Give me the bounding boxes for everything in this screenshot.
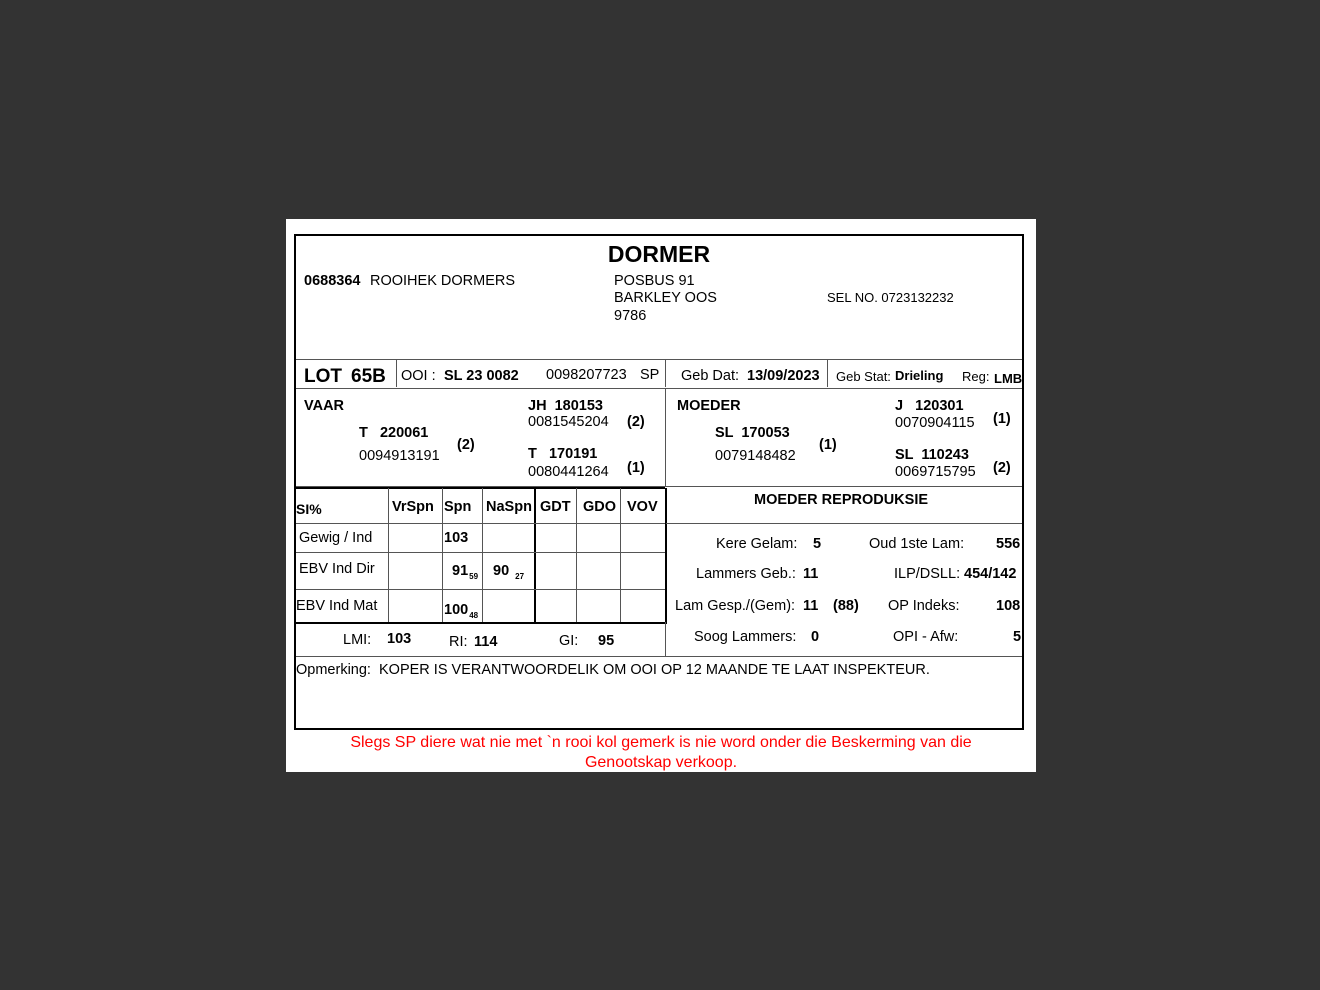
lot-number: 65B bbox=[351, 366, 386, 387]
reproduction-title: MOEDER REPRODUKSIE bbox=[754, 492, 929, 508]
divider bbox=[665, 389, 666, 486]
gi-value: 95 bbox=[598, 633, 615, 649]
dam-sire-count: (1) bbox=[993, 411, 1011, 427]
si-table-line bbox=[296, 589, 665, 590]
divider bbox=[296, 359, 1022, 360]
si-table-line bbox=[620, 488, 621, 622]
lot-card bbox=[294, 234, 1024, 730]
divider bbox=[665, 622, 666, 656]
divider bbox=[296, 656, 1022, 657]
lam-gesp-value: 11 bbox=[803, 598, 819, 614]
si-header-gdt: GDT bbox=[540, 499, 571, 515]
si-value-spn: 103 bbox=[444, 530, 469, 546]
dam-dam-count: (2) bbox=[993, 460, 1011, 476]
si-row-label: EBV Ind Mat bbox=[296, 598, 378, 614]
birth-status-label: Geb Stat: bbox=[836, 369, 891, 384]
op-indeks-value: 108 bbox=[996, 598, 1021, 614]
divider bbox=[396, 360, 397, 387]
disclaimer bbox=[286, 733, 1036, 773]
si-table-border bbox=[296, 622, 667, 624]
dam-count: (1) bbox=[819, 437, 837, 453]
divider bbox=[665, 360, 666, 387]
animal-id: SL 23 0082 bbox=[444, 368, 519, 384]
lot-label: LOT bbox=[304, 366, 342, 387]
si-value-naspn-sub: 27 bbox=[515, 572, 525, 581]
dam-sire-id: J 120301 bbox=[895, 398, 964, 414]
dam-dam-id: SL 110243 bbox=[895, 447, 969, 463]
si-value-spn: $91_{59}$ bbox=[452, 563, 479, 581]
birth-date: 13/09/2023 bbox=[747, 368, 820, 384]
sire-sire-id: JH 180153 bbox=[528, 398, 603, 414]
animal-label: OOI : bbox=[401, 368, 436, 384]
dam-label: MOEDER bbox=[677, 398, 741, 414]
breeder-id: 0688364 bbox=[304, 273, 361, 289]
divider bbox=[827, 360, 828, 387]
kere-gelam-label: Kere Gelam: bbox=[716, 536, 798, 552]
dam-id: SL 170053 bbox=[715, 425, 790, 441]
lam-gesp-label: Lam Gesp./(Gem): bbox=[675, 598, 796, 614]
address-line-3: 9786 bbox=[614, 308, 647, 324]
si-row-label: Gewig / Ind bbox=[299, 530, 373, 546]
gi-label: GI: bbox=[559, 633, 579, 649]
lammers-geb-label: Lammers Geb.: bbox=[696, 566, 796, 582]
si-table-border bbox=[665, 488, 667, 622]
ilp-label: ILP/DSLL: bbox=[894, 566, 961, 582]
address-line-1: POSBUS 91 bbox=[614, 273, 695, 289]
sire-sire-number: 0081545204 bbox=[528, 414, 609, 430]
sire-count: (2) bbox=[457, 437, 475, 453]
si-header-vrspn: VrSpn bbox=[392, 499, 434, 515]
si-value-naspn: 90 $_{27}$ bbox=[493, 563, 525, 581]
dam-number: 0079148482 bbox=[715, 448, 796, 464]
sire-dam-count: (1) bbox=[627, 460, 645, 476]
ri-label: RI: bbox=[449, 634, 468, 650]
si-table-line bbox=[296, 552, 665, 553]
divider bbox=[666, 523, 1022, 524]
si-table-border bbox=[296, 487, 665, 489]
si-header-spn: Spn bbox=[444, 499, 472, 515]
soog-lammers-label: Soog Lammers: bbox=[694, 629, 797, 645]
animal-class: SP bbox=[640, 367, 660, 383]
birth-date-label: Geb Dat: bbox=[681, 368, 740, 384]
si-value-spn-sub: 48 bbox=[469, 611, 479, 620]
sire-id: T 220061 bbox=[359, 425, 429, 441]
si-header-vov: VOV bbox=[627, 499, 658, 515]
soog-lammers-value: 0 bbox=[811, 629, 820, 645]
opi-value: 5 bbox=[1013, 629, 1022, 645]
sire-sire-count: (2) bbox=[627, 414, 645, 430]
si-header-si: SI% bbox=[296, 501, 322, 517]
si-header-gdo: GDO bbox=[583, 499, 617, 515]
birth-status: Drieling bbox=[895, 368, 944, 383]
si-table-line bbox=[442, 488, 443, 622]
sire-label: VAAR bbox=[304, 398, 345, 414]
lam-gesp-gem-value: (88) bbox=[833, 598, 859, 614]
sire-dam-id: T 170191 bbox=[528, 446, 598, 462]
si-row-label: EBV Ind Dir bbox=[299, 561, 375, 577]
disclaimer-line-2: Genootskap verkoop. bbox=[584, 754, 738, 771]
si-table-border bbox=[534, 488, 536, 622]
lmi-value: 103 bbox=[387, 631, 412, 647]
ilp-value: 454/142 bbox=[964, 566, 1017, 582]
si-value-spn: $100_{48}$ bbox=[444, 602, 479, 620]
reg-value: LMB bbox=[994, 371, 1023, 386]
breeder-name: ROOIHEK DORMERS bbox=[370, 273, 516, 289]
catalogue-sheet bbox=[286, 219, 1036, 772]
lammers-geb-value: 11 bbox=[803, 566, 819, 582]
op-indeks-label: OP Indeks: bbox=[888, 598, 960, 614]
remarks-text: KOPER IS VERANTWOORDELIK OM OOI OP 12 MAANDE TE LAAT INSPEKTEUR. bbox=[379, 662, 930, 678]
si-table-line bbox=[482, 488, 483, 622]
remarks-label: Opmerking: bbox=[296, 662, 371, 678]
oud-value: 556 bbox=[996, 536, 1021, 552]
address-line-2: BARKLEY OOS bbox=[614, 290, 717, 306]
lmi-label: LMI: bbox=[343, 632, 372, 648]
disclaimer-line-1: Slegs SP diere wat nie met `n rooi kol gemerk is nie word onder die Beskerming van die bbox=[350, 734, 972, 751]
si-table-line bbox=[388, 488, 389, 622]
kere-gelam-value: 5 bbox=[813, 536, 822, 552]
sire-dam-number: 0080441264 bbox=[528, 464, 609, 480]
si-value-spn-sub: 59 bbox=[469, 572, 479, 581]
dam-sire-number: 0070904115 bbox=[895, 415, 975, 431]
animal-tag: 0098207723 bbox=[546, 367, 627, 383]
si-table-line bbox=[576, 488, 577, 622]
ri-value: 114 bbox=[474, 634, 498, 650]
sire-number: 0094913191 bbox=[359, 448, 440, 464]
divider bbox=[296, 388, 1022, 389]
breed-title: DORMER bbox=[607, 241, 711, 267]
dam-dam-number: 0069715795 bbox=[895, 464, 976, 480]
si-header-naspn: NaSpn bbox=[486, 499, 532, 515]
phone-number: SEL NO. 0723132232 bbox=[827, 290, 954, 305]
oud-label: Oud 1ste Lam: bbox=[869, 536, 965, 552]
si-table-line bbox=[296, 523, 665, 524]
opi-label: OPI - Afw: bbox=[893, 629, 959, 645]
reg-label: Reg: bbox=[962, 369, 990, 384]
